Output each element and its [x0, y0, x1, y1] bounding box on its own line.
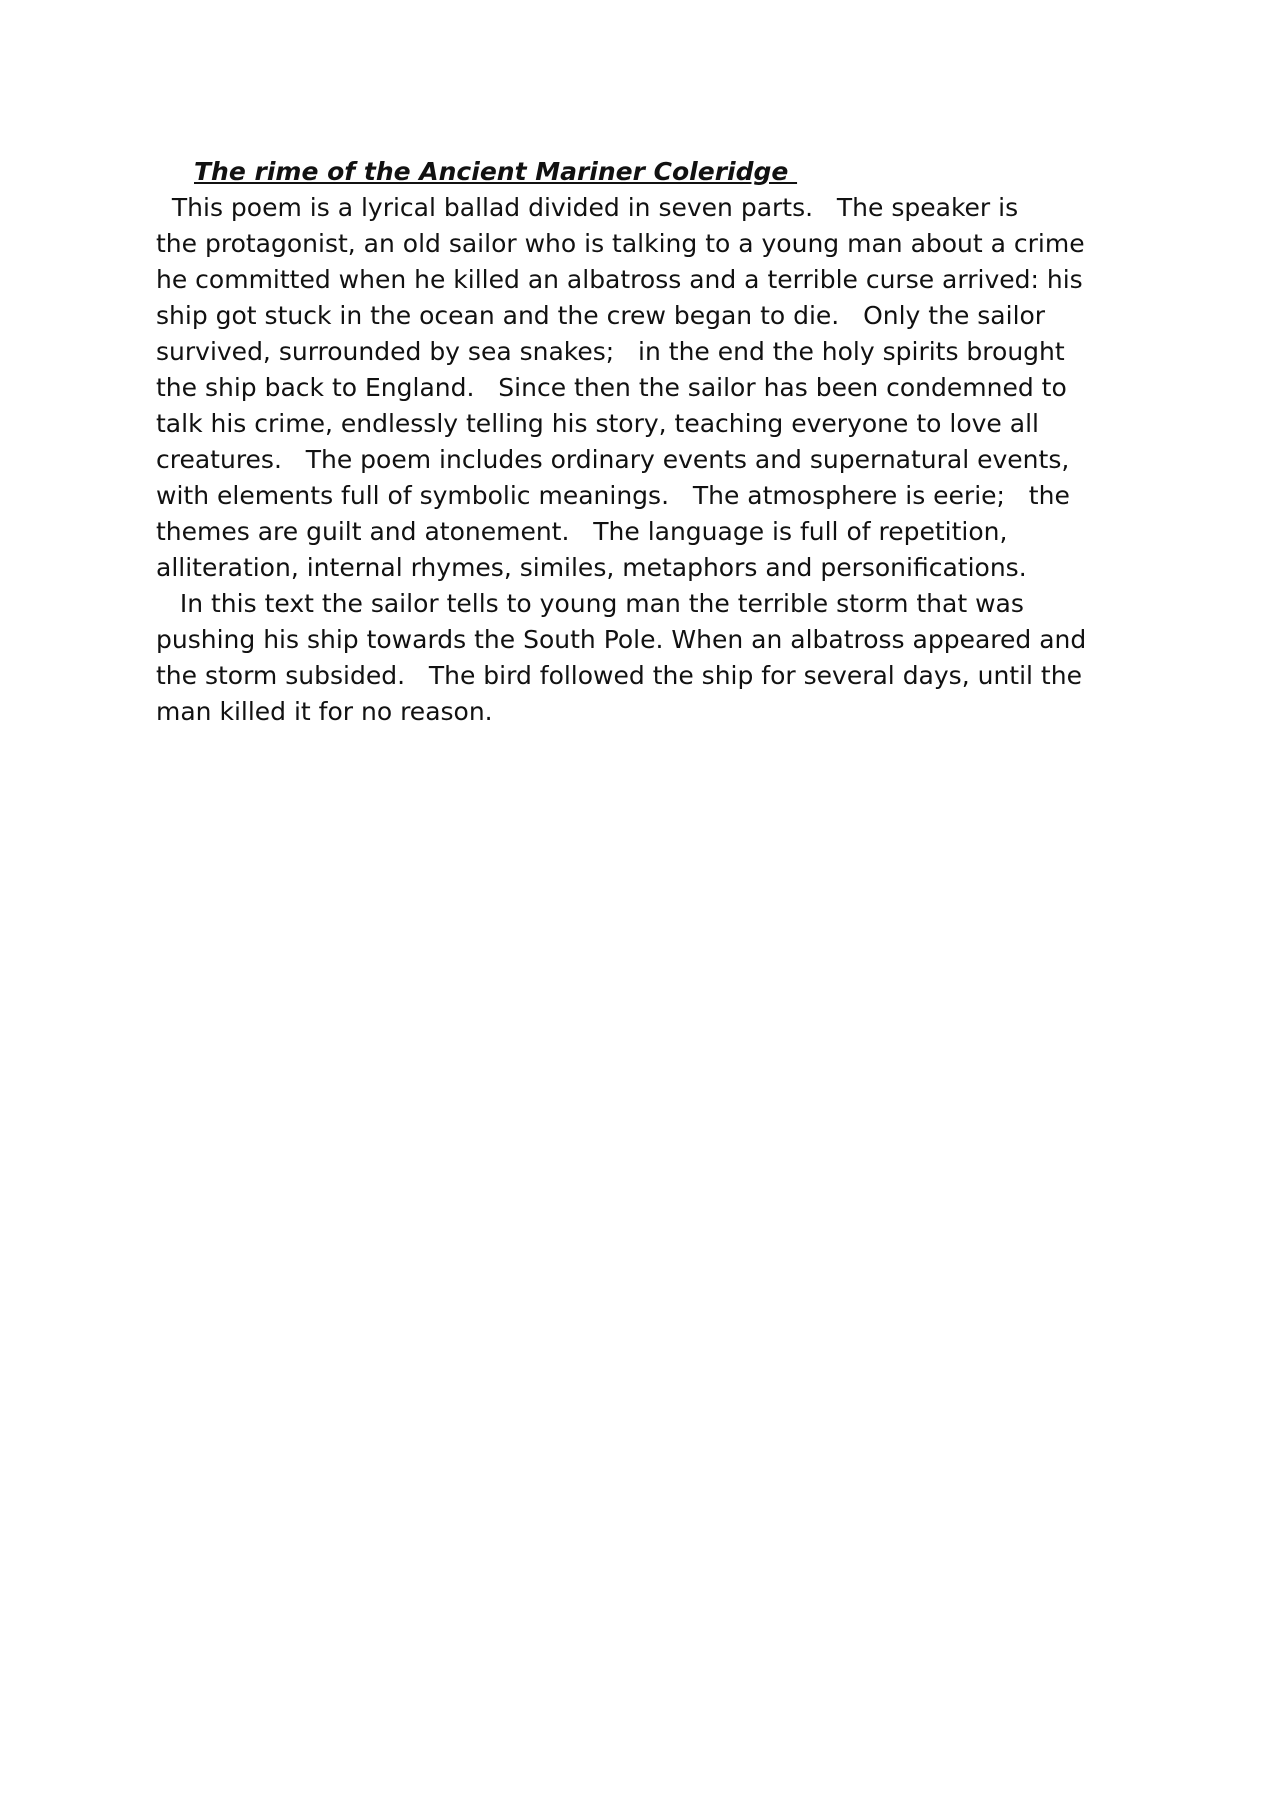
text-line: man killed it for no reason.	[156, 697, 493, 726]
text-line: creatures. The poem includes ordinary events and supernatural events,	[156, 445, 1070, 474]
document-title: The rime of the Ancient Mariner Coleridge	[194, 157, 798, 186]
text-line: the protagonist, an old sailor who is talking to a young man about a crime	[156, 229, 1085, 258]
text-line: ship got stuck in the ocean and the crew began to die. Only the sailor	[156, 301, 1046, 330]
text-line: the ship back to England. Since then the sailor has been condemned to	[156, 373, 1067, 402]
text-line: themes are guilt and atonement. The language is full of repetition,	[156, 517, 1008, 546]
text-line: In this text the sailor tells to young man the terrible storm that was	[156, 589, 1024, 618]
text-line: pushing his ship towards the South Pole. When an albatross appeared and	[156, 625, 1087, 654]
text-line: with elements full of symbolic meanings. The atmosphere is eerie; the	[156, 481, 1070, 510]
text-line: the storm subsided. The bird followed the ship for several days, until the	[156, 661, 1082, 690]
text-line: This poem is a lyrical ballad divided in seven parts. The speaker is	[156, 193, 1019, 222]
text-line: alliteration, internal rhymes, similes, metaphors and personifications.	[156, 553, 1027, 582]
text-line: talk his crime, endlessly telling his story, teaching everyone to love all	[156, 409, 1039, 438]
text-line: survived, surrounded by sea snakes; in the end the holy spirits brought	[156, 337, 1065, 366]
text-line: he committed when he killed an albatross and a terrible curse arrived: his	[156, 265, 1083, 294]
